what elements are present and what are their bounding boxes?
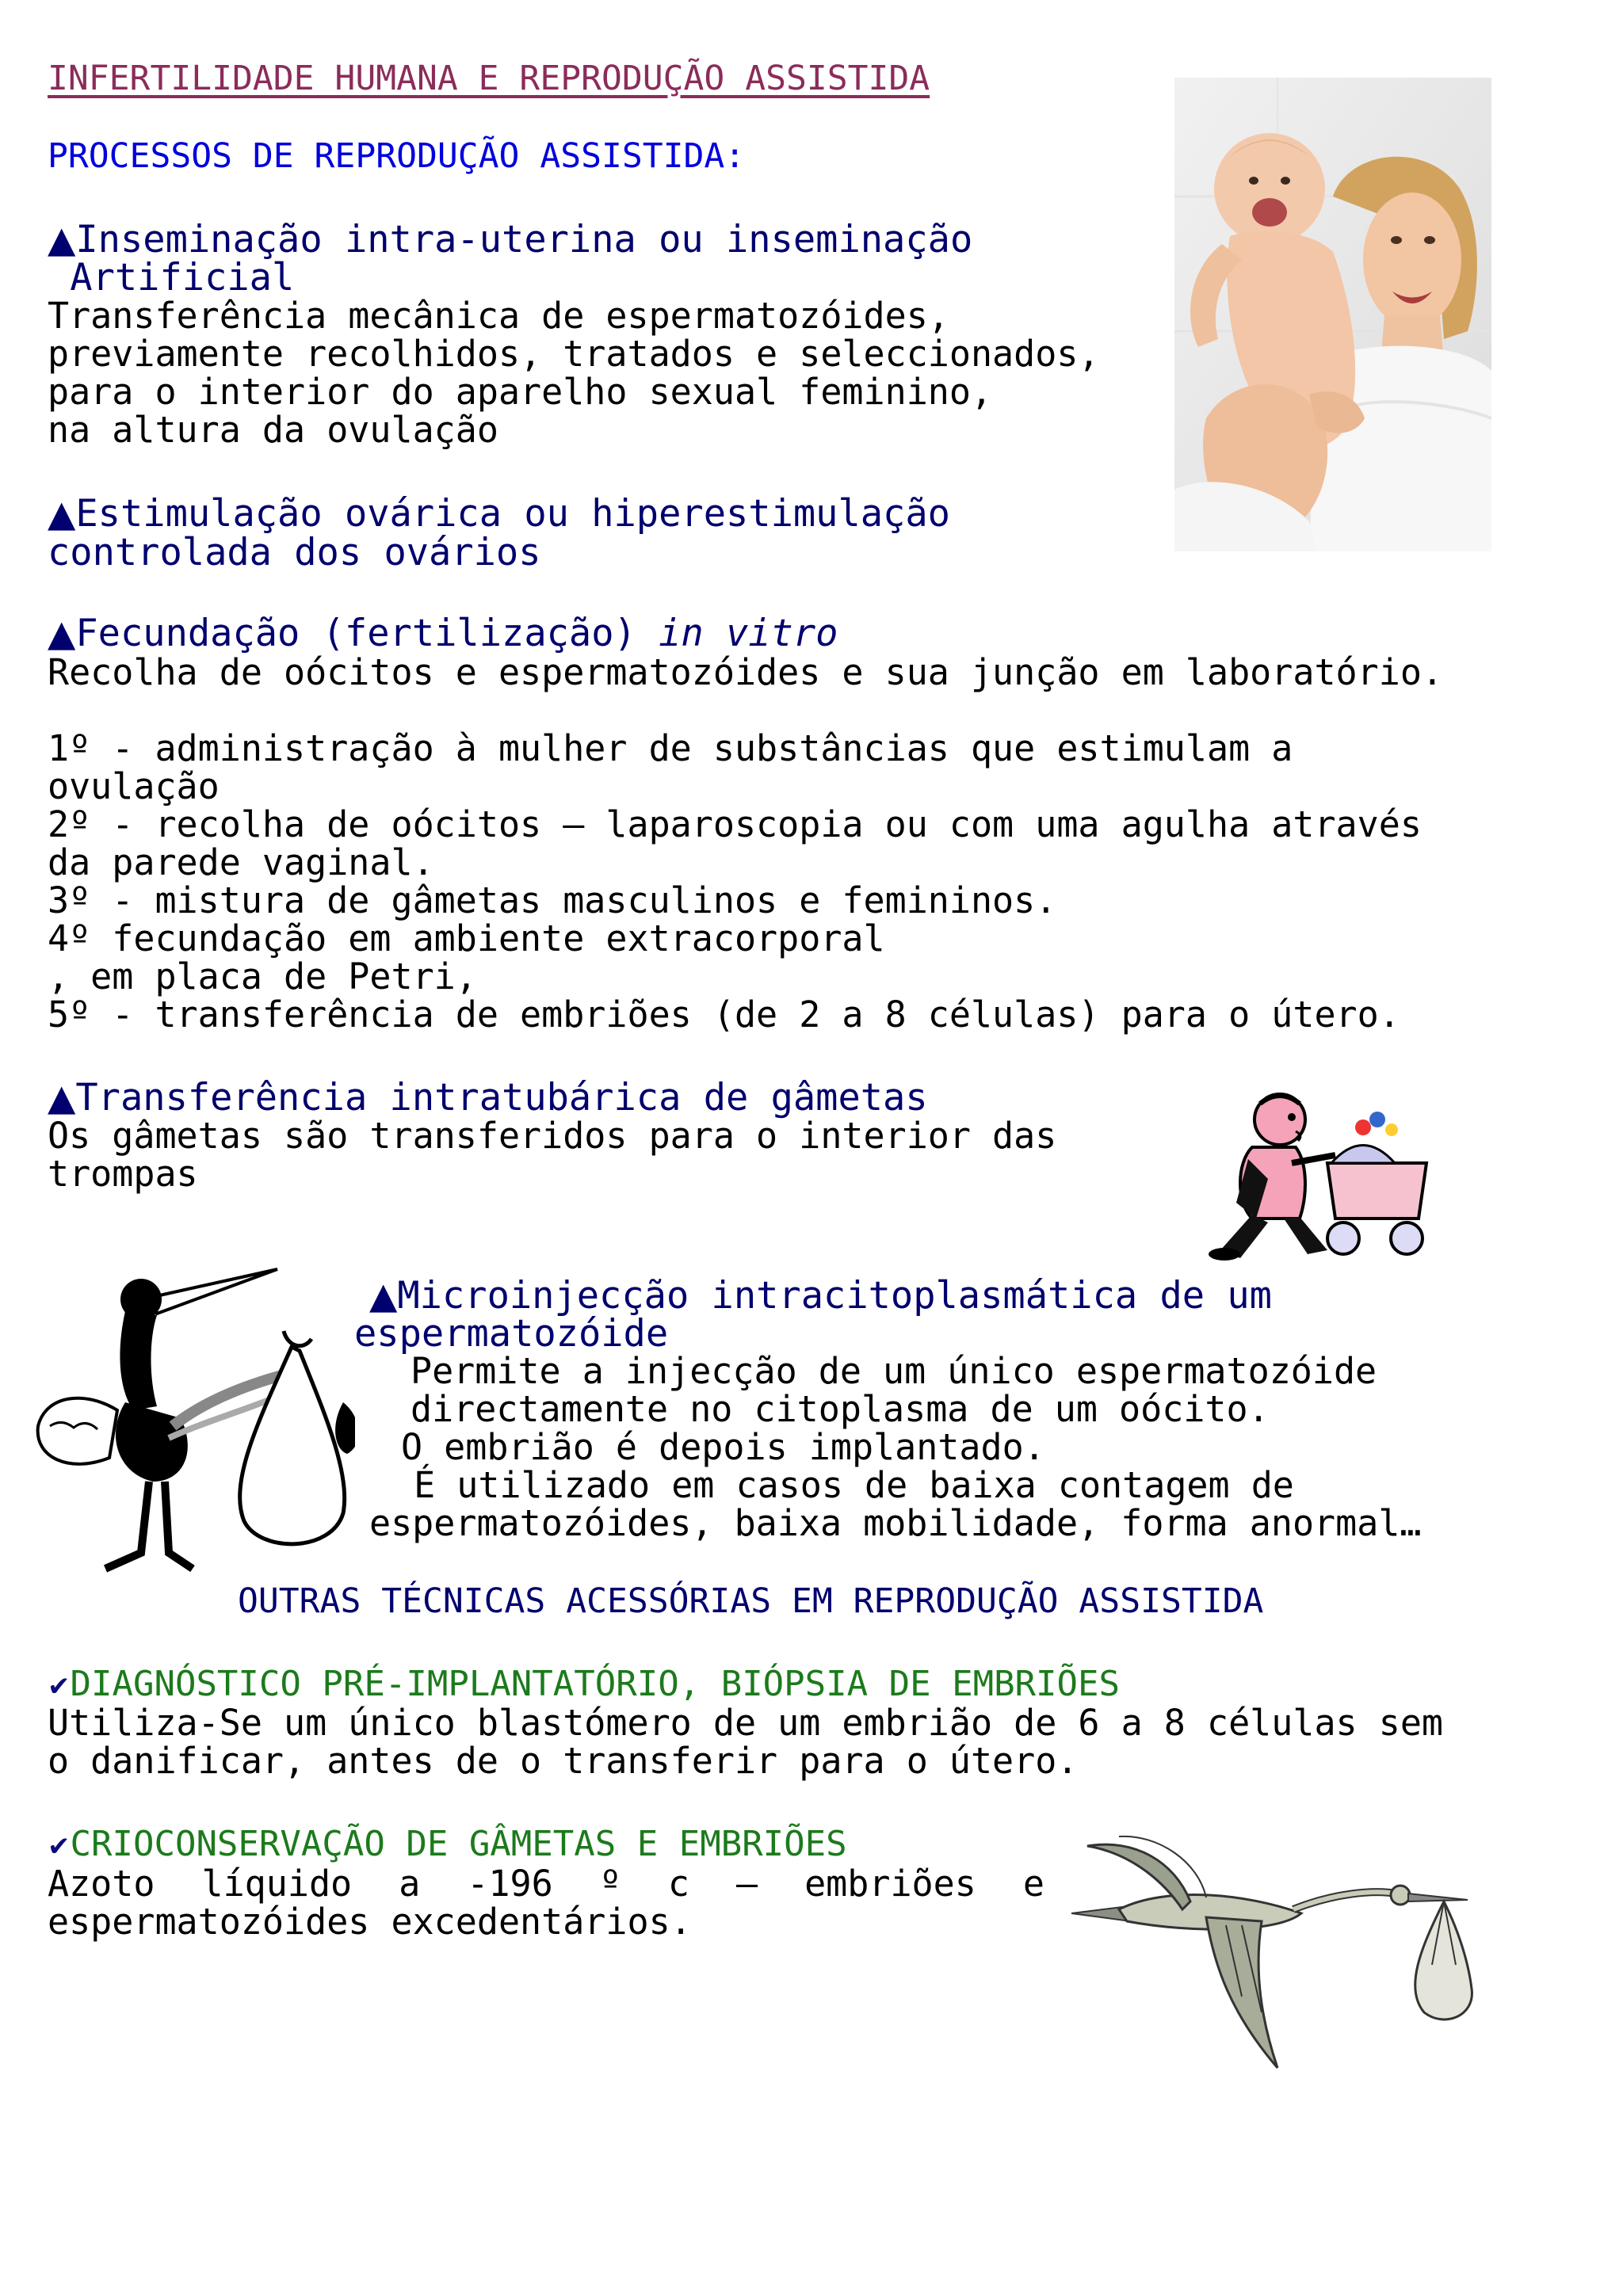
section-heading: PROCESSOS DE REPRODUÇÃO ASSISTIDA: <box>48 136 746 176</box>
icsi-body-line2: directamente no citoplasma de um oócito. <box>411 1388 1270 1430</box>
crio-word: -196 <box>467 1863 553 1905</box>
other-techniques-heading: OUTRAS TÉCNICAS ACESSÓRIAS EM REPRODUÇÃO ASSISTIDA <box>238 1581 1264 1621</box>
fiv-step-line3: 2º - recolha de oócitos – laparoscopia ou com uma agulha através <box>48 803 1422 845</box>
pgd-body-line1: Utiliza-Se um único blastómero de um embrião de 6 a 8 células sem <box>48 1702 1443 1744</box>
crio-word: c <box>667 1863 689 1905</box>
crio-body-line1 <box>48 1863 1044 1905</box>
icsi-body-line5: espermatozóides, baixa mobilidade, forma anormal… <box>369 1502 1422 1544</box>
icsi-heading-line2: espermatozóide <box>354 1312 669 1356</box>
insem-body-line2: previamente recolhidos, tratados e seleccionados, <box>48 333 1100 375</box>
gift-body-line1: Os gâmetas são transferidos para o interior das <box>48 1115 1057 1157</box>
icsi-body-line1: Permite a injecção de um único espermatozóide <box>411 1350 1377 1392</box>
insem-body-line4: na altura da ovulação <box>48 409 498 451</box>
insem-body-line3: para o interior do aparelho sexual feminino, <box>48 371 993 413</box>
crio-body-line2: espermatozóides excedentários. <box>48 1901 692 1943</box>
triangle-bullet-icon: ▲ <box>48 218 76 261</box>
fiv-step-line6: 4º fecundação em ambiente extracorporal <box>48 917 885 959</box>
crio-word: e <box>1022 1863 1044 1905</box>
fiv-heading: ▲Fecundação (fertilização) in vitro <box>48 612 838 655</box>
pgd-heading: ✔DIAGNÓSTICO PRÉ-IMPLANTATÓRIO, BIÓPSIA DE EMBRIÕES <box>48 1664 1121 1704</box>
checkmark-icon: ✔ <box>48 1671 71 1703</box>
triangle-bullet-icon: ▲ <box>369 1274 398 1317</box>
insem-body-line1: Transferência mecânica de espermatozóides, <box>48 295 949 337</box>
crio-word: líquido <box>201 1863 353 1905</box>
fiv-step-line1: 1º - administração à mulher de substâncias que estimulam a <box>48 727 1293 769</box>
fiv-step-line2: ovulação <box>48 765 220 807</box>
mother-and-baby-photo <box>1174 78 1491 551</box>
fiv-step-line7: , em placa de Petri, <box>48 955 477 997</box>
estim-heading-line2: controlada dos ovários <box>48 531 541 574</box>
icsi-body-line3: O embrião é depois implantado. <box>401 1426 1045 1468</box>
stork-with-bundle-clipart <box>30 1220 355 1577</box>
gift-heading: ▲Transferência intratubárica de gâmetas <box>48 1076 928 1119</box>
fiv-intro: Recolha de oócitos e espermatozóides e sua junção em laboratório. <box>48 651 1443 693</box>
icsi-body-line4: É utilizado em casos de baixa contagem de <box>392 1464 1294 1506</box>
crio-word: – <box>735 1863 758 1905</box>
flying-stork-with-bundle-clipart <box>1071 1830 1476 2076</box>
checkmark-icon: ✔ <box>48 1831 71 1863</box>
insem-heading-line1: ▲Inseminação intra-uterina ou inseminação <box>48 218 973 261</box>
crio-word: Azoto <box>48 1863 155 1905</box>
triangle-bullet-icon: ▲ <box>48 1076 76 1119</box>
icsi-heading-line1: ▲Microinjecção intracitoplasmática de um <box>369 1274 1272 1318</box>
triangle-bullet-icon: ▲ <box>48 492 76 535</box>
insem-heading-line2: Artificial <box>48 256 295 299</box>
estim-heading-line1: ▲Estimulação ovárica ou hiperestimulação <box>48 492 950 536</box>
crio-heading: ✔CRIOCONSERVAÇÃO DE GÂMETAS E EMBRIÕES <box>48 1824 847 1864</box>
fiv-step-line4: da parede vaginal. <box>48 841 434 883</box>
pgd-body-line2: o danificar, antes de o transferir para o útero. <box>48 1740 1079 1782</box>
page-title: INFERTILIDADE HUMANA E REPRODUÇÃO ASSISTIDA <box>48 59 930 98</box>
fiv-step-line5: 3º - mistura de gâmetas masculinos e femininos. <box>48 879 1057 921</box>
fiv-step-line8: 5º - transferência de embriões (de 2 a 8 células) para o útero. <box>48 994 1400 1035</box>
gift-body-line2: trompas <box>48 1153 198 1195</box>
triangle-bullet-icon: ▲ <box>48 612 76 654</box>
crio-word: º <box>599 1863 621 1905</box>
man-pushing-pram-clipart <box>1205 1084 1434 1264</box>
crio-word: embriões <box>804 1863 976 1905</box>
crio-word: a <box>399 1863 421 1905</box>
